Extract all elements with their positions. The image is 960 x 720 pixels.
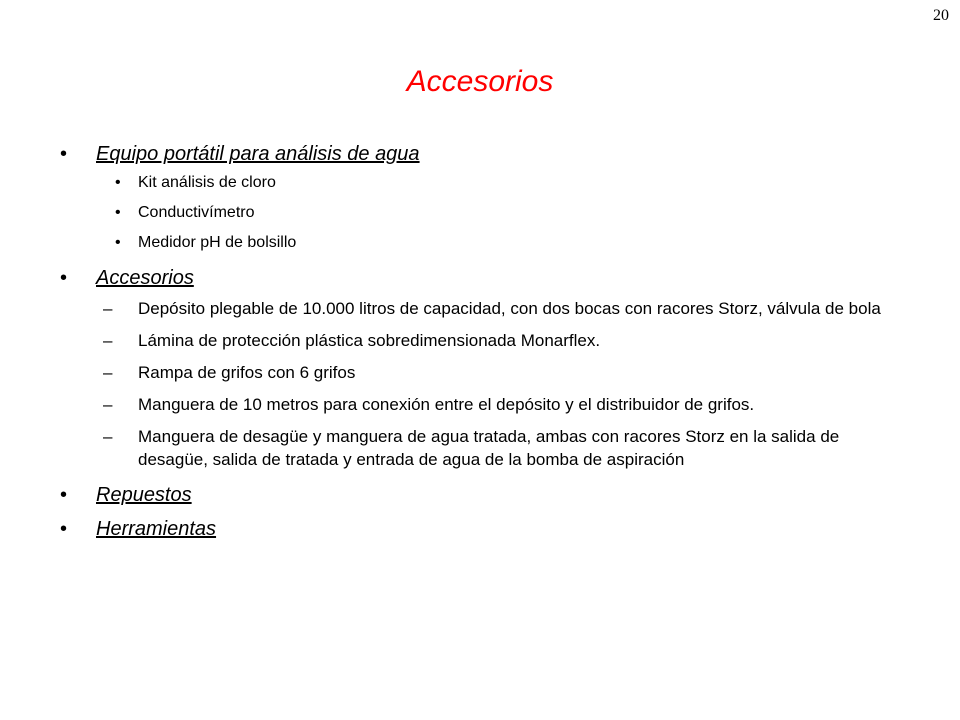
section-herramientas: [0, 514, 960, 544]
list-item: [0, 425, 960, 471]
sub-list-equipo: [0, 173, 960, 253]
section-label: Accesorios: [96, 267, 194, 289]
list-item: [0, 329, 960, 352]
list-item: [0, 203, 960, 223]
bullet: •: [115, 174, 121, 191]
list-item-text: Lámina de protección plástica sobredimensionada Monarflex.: [138, 331, 601, 350]
list-item: [0, 297, 960, 320]
sub-list-accesorios: [0, 297, 960, 471]
slide-content: [0, 139, 960, 548]
list-item: [0, 233, 960, 253]
list-item-text: Manguera de 10 metros para conexión entre el depósito y el distribuidor de grifos.: [138, 395, 755, 414]
bullet: •: [60, 143, 68, 165]
slide-title: Accesorios: [406, 65, 554, 98]
section-label: Repuestos: [96, 484, 192, 506]
list-item-text: Medidor pH de bolsillo: [138, 234, 297, 251]
dash: –: [103, 395, 113, 414]
list-item-text: Conductivímetro: [138, 204, 255, 221]
section-equipo-portatil: [0, 139, 960, 169]
list-item: [0, 393, 960, 416]
list-item-text: Kit análisis de cloro: [138, 174, 276, 191]
list-item-text: Rampa de grifos con 6 grifos: [138, 363, 356, 382]
section-label: Herramientas: [96, 518, 217, 540]
bullet: •: [60, 484, 68, 506]
dash: –: [103, 363, 113, 382]
dash: –: [103, 331, 113, 350]
dash: –: [103, 299, 113, 318]
list-item: [0, 173, 960, 193]
list-item-text: Depósito plegable de 10.000 litros de capacidad, con dos bocas con racores Storz, válvula de bola: [138, 299, 881, 318]
bullet: •: [60, 267, 68, 289]
bullet: •: [60, 518, 68, 540]
bullet: •: [115, 234, 121, 251]
list-item-text: Manguera de desagüe y manguera de agua tratada, ambas con racores Storz en la salida de desagüe, salida de tratada y entrada de agua de la bomba de aspiración: [138, 427, 840, 469]
page-number: 20: [933, 7, 949, 24]
section-label: Equipo portátil para análisis de agua: [96, 143, 420, 165]
dash: –: [103, 427, 113, 446]
section-repuestos: [0, 480, 960, 510]
section-accesorios: [0, 263, 960, 293]
list-item: [0, 361, 960, 384]
bullet: •: [115, 204, 121, 221]
